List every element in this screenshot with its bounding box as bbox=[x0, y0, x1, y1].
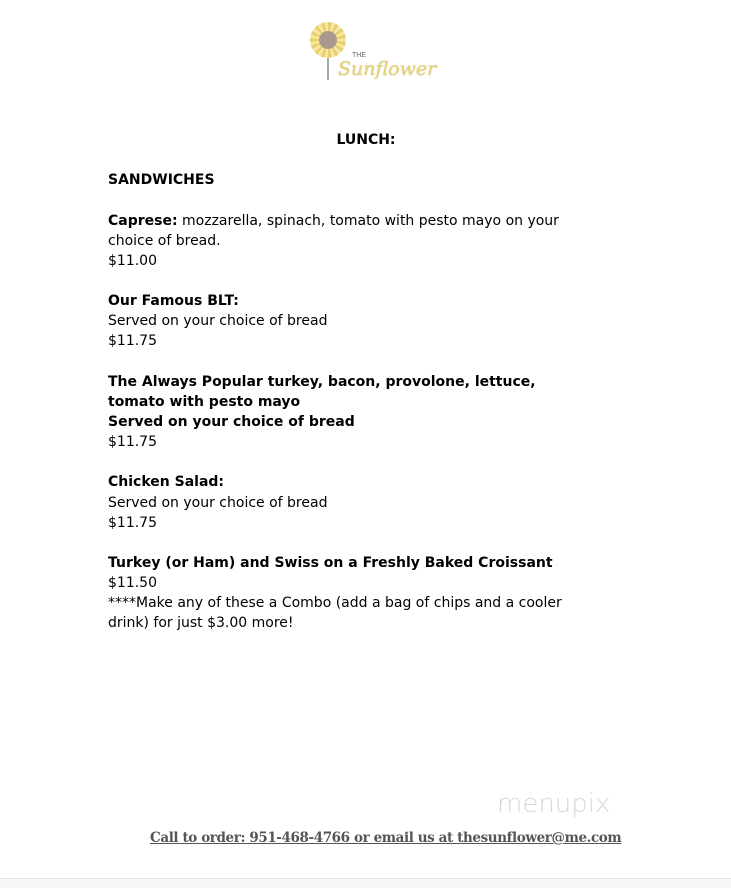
item-desc: Served on your choice of bread bbox=[108, 413, 355, 430]
item-name: The Always Popular turkey, bacon, provolone, lettuce, bbox=[108, 373, 536, 390]
menu-item-caprese bbox=[108, 211, 668, 271]
section-title: SANDWICHES bbox=[108, 172, 215, 189]
menu-item-chicken-salad bbox=[108, 472, 668, 532]
item-name: Chicken Salad: bbox=[108, 474, 225, 491]
logo-stem bbox=[327, 58, 329, 80]
menu-item-croissant bbox=[108, 553, 668, 593]
item-price: $11.75 bbox=[108, 333, 157, 350]
item-price: $11.75 bbox=[108, 514, 157, 531]
call-to-order-footer: Call to order: 951-468-4766 or email us at thesunflower@me.com bbox=[150, 830, 622, 846]
item-price: $11.75 bbox=[108, 434, 157, 451]
sunflower-logo bbox=[308, 20, 437, 84]
combo-note-cont: drink) for just $3.00 more! bbox=[108, 615, 294, 632]
item-price: $11.50 bbox=[108, 575, 157, 592]
item-name: Turkey (or Ham) and Swiss on a Freshly Baked Croissant bbox=[108, 554, 553, 571]
logo-name: Sunflower bbox=[338, 58, 437, 80]
logo-the: THE bbox=[352, 52, 366, 59]
item-desc: choice of bread. bbox=[108, 232, 221, 249]
combo-note: ****Make any of these a Combo (add a bag of chips and a cooler bbox=[108, 595, 562, 612]
menu-item-always-popular bbox=[108, 372, 668, 453]
menu-item-blt bbox=[108, 291, 668, 351]
item-desc: Served on your choice of bread bbox=[108, 494, 328, 511]
page-bottom-band bbox=[0, 879, 731, 888]
item-name-cont: tomato with pesto mayo bbox=[108, 393, 301, 410]
item-name: Our Famous BLT: bbox=[108, 293, 239, 310]
menu-content bbox=[108, 130, 668, 634]
item-desc: Served on your choice of bread bbox=[108, 313, 328, 330]
item-name: Caprese: bbox=[108, 212, 178, 229]
item-price: $11.00 bbox=[108, 252, 157, 269]
sunflower-center bbox=[319, 31, 337, 49]
menu-heading: LUNCH: bbox=[336, 132, 396, 148]
menupix-watermark: menupix bbox=[497, 789, 611, 819]
item-desc: mozzarella, spinach, tomato with pesto mayo on your bbox=[177, 212, 559, 229]
